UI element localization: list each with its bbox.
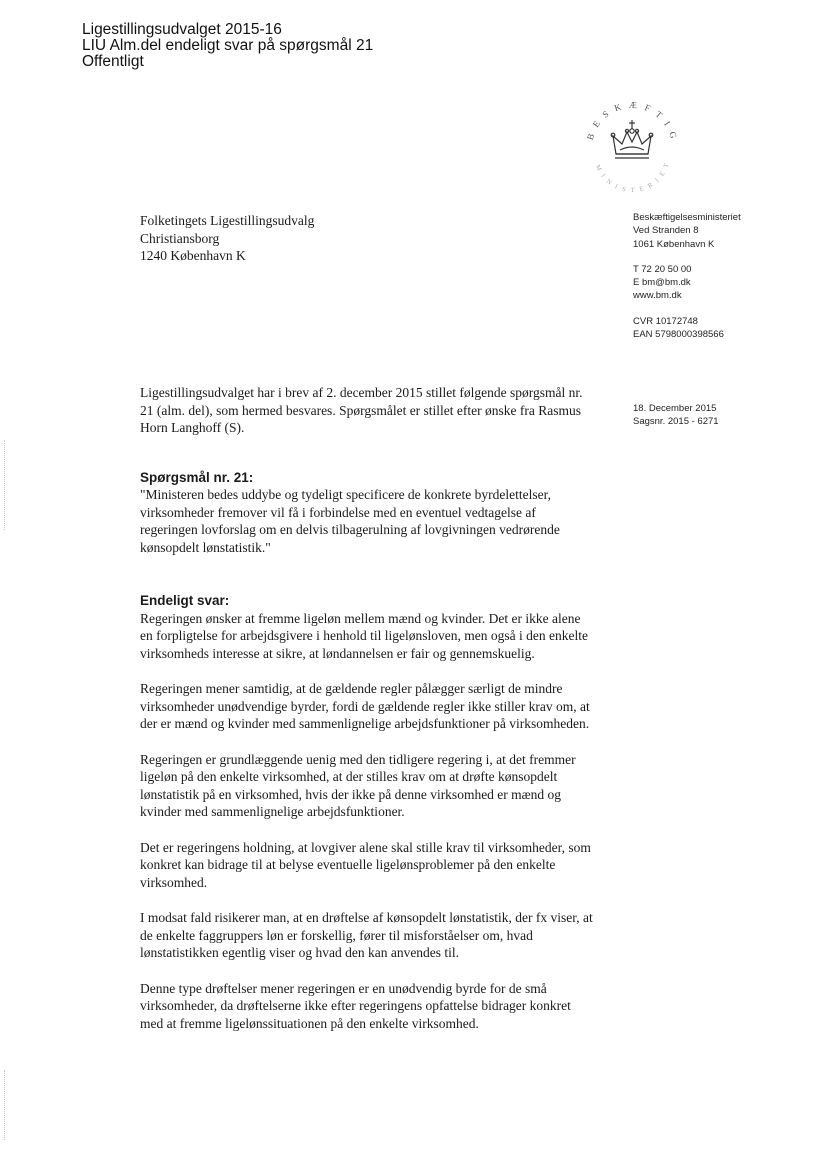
question-section: [140, 469, 594, 557]
intro-paragraph: Ligestillingsudvalget har i brev af 2. december 2015 stillet følgende spørgsmål nr. 21 (alm. del), som hermed besvares. Spørgsmålet er stillet efter ønske fra Rasmus Horn Langhoff (S).: [140, 385, 583, 435]
recipient-city: 1240 København K: [140, 248, 246, 263]
case-number: Sagsnr. 2015 - 6271: [633, 416, 719, 428]
document-header: [82, 22, 373, 70]
answer-paragraph: Regeringen er grundlæggende uenig med den tidligere regering i, at det fremmer ligeløn på den enkelte virksomhed, at der stilles krav om at drøfte kønsopdelt lønstatistik på en virksomhed, hvis der ikke på denne virksomhed er mænd og kvinder med sammenlignelige arbejdsfunktioner.: [140, 751, 576, 819]
answer-heading: Endeligt svar:: [140, 593, 230, 608]
sender-info: [633, 211, 741, 353]
sender-email: E bm@bm.dk: [633, 277, 691, 289]
sender-cvr: CVR 10172748: [633, 315, 698, 327]
letter-meta: [633, 402, 719, 429]
recipient-street: Christiansborg: [140, 230, 220, 246]
svg-text:B E S K Æ F T I G E L S E S: B E S K Æ F T I G: [584, 99, 680, 142]
answer-section: [140, 592, 594, 1032]
scan-margin-mark: [4, 440, 7, 530]
question-text: "Ministeren bedes uddybe og tydeligt specificere de konkrete byrdelettelser, virksomheder fremover vil få i forbindelse med en eventuel vedtagelse af regeringen lovforslag om en delvis tilbagerulning af lovgivningen vedrørende kønsopdelt lønstatistik.": [140, 487, 560, 555]
scan-margin-mark: [4, 1070, 7, 1140]
answer-paragraph: Denne type drøftelser mener regeringen er en unødvendig byrde for de små virksomheder, da drøftelserne ikke efter regeringens opfattelse bidrager konkret med at fremme ligelønssituationen på den enkelte virksomhed.: [140, 980, 571, 1031]
question-heading: Spørgsmål nr. 21:: [140, 469, 254, 485]
answer-paragraph: I modsat fald risikerer man, at en drøftelse af kønsopdelt lønstatistik, der fx viser, at de enkelte faggruppers løn er forskellig, fører til misforståelser om, hvad lønstatistikken egentlig viser og hvad den kan anvendes til.: [140, 910, 593, 960]
sender-street: Ved Stranden 8: [633, 225, 699, 237]
letter-date: 18. December 2015: [633, 403, 717, 414]
ministry-logo: [580, 96, 684, 192]
answer-paragraph: Det er regeringens holdning, at lovgiver alene skal stille krav til virksomheder, som konkret kan bidrage til at belyse eventuelle ligelønsproblemer på den enkelte virksomhed.: [140, 839, 591, 890]
sender-ean: EAN 5798000398566: [633, 329, 724, 341]
header-committee: Ligestillingsudvalget 2015-16: [82, 21, 282, 38]
sender-phone: T 72 20 50 00: [633, 263, 692, 275]
recipient-name: Folketingets Ligestillingsudvalg: [140, 213, 315, 228]
recipient-address: [140, 212, 314, 265]
header-status: Offentligt: [82, 53, 144, 70]
answer-paragraph: Regeringen ønsker at fremme ligeløn mellem mænd og kvinder. Det er ikke alene en forpligtelse for arbejdsgivere i henhold til ligelønsloven, men også i den enkelte virksomheds interesse at sikre, at løndannelsen er fair og gennemskuelig.: [140, 610, 588, 661]
sender-name: Beskæftigelsesministeriet: [633, 212, 741, 223]
sender-web: www.bm.dk: [633, 290, 682, 302]
crown-icon: [580, 96, 684, 192]
letter-body: [140, 384, 594, 1050]
svg-text:M I N I S T E R I E T: M I N I S T E R I E T: [593, 160, 672, 192]
header-reference: LIU Alm.del endeligt svar på spørgsmål 21: [82, 37, 374, 54]
answer-paragraph: Regeringen mener samtidig, at de gældende regler pålægger særligt de mindre virksomheder unødvendige byrder, fordi de gældende regler ikke stiller krav om, at der er mænd og kvinder med sammenlignelige arbejdsfunktioner på virksomheden.: [140, 681, 590, 731]
sender-city: 1061 København K: [633, 238, 715, 250]
